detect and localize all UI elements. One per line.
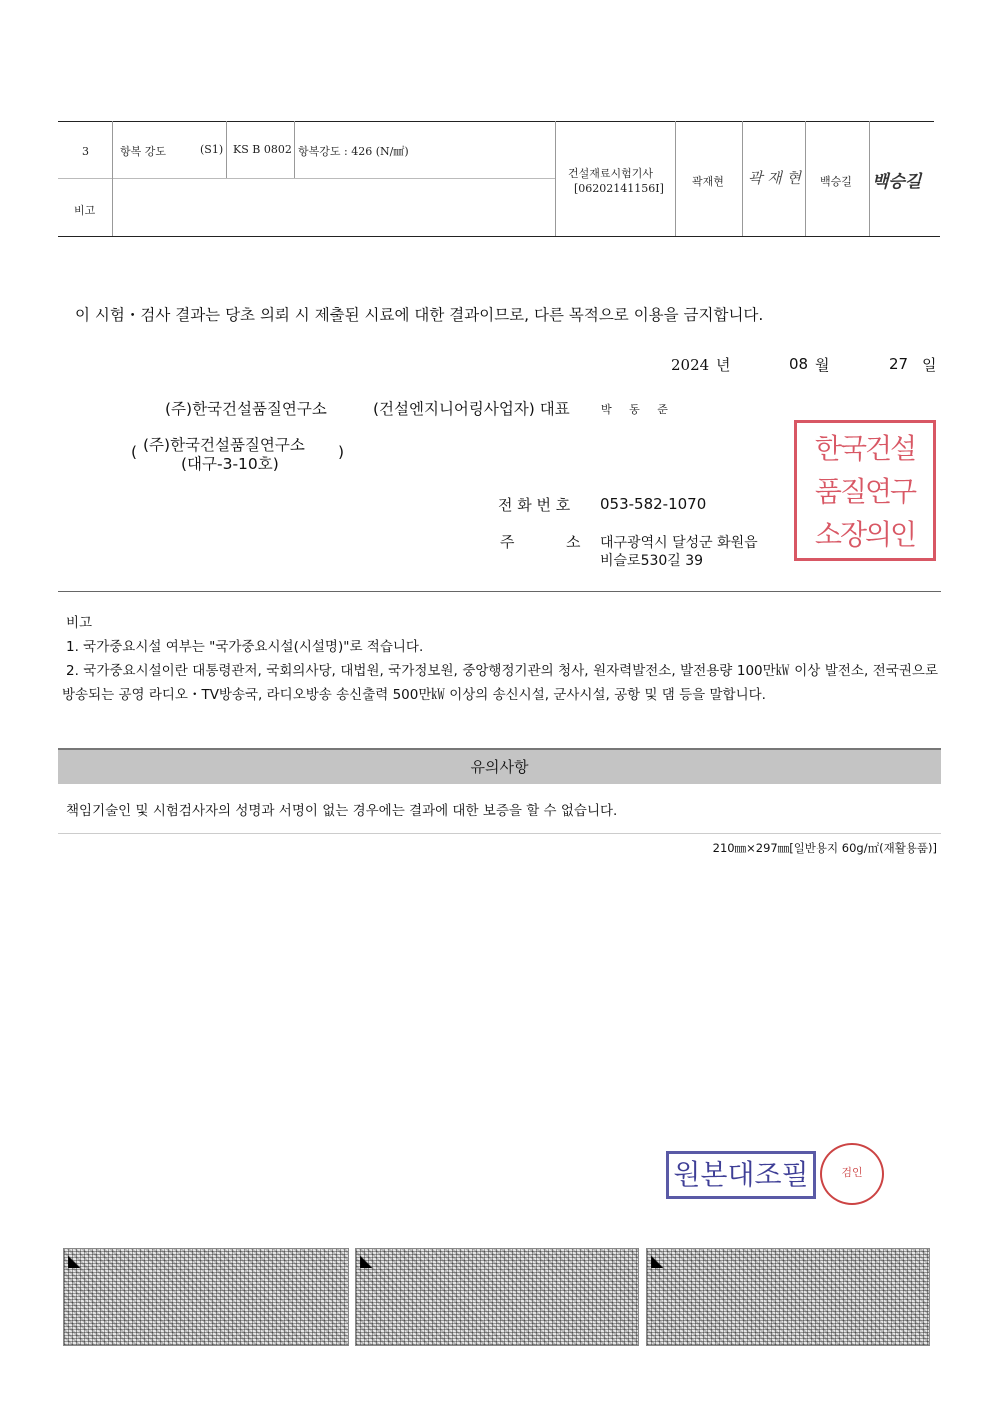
test-item: 항복 강도 [120, 145, 167, 158]
date-year-unit: 년 [716, 356, 731, 374]
row-number: 3 [82, 145, 89, 158]
caution-divider [58, 833, 941, 834]
verification-code-2 [355, 1248, 639, 1346]
verification-code-3 [646, 1248, 930, 1346]
company-seal [794, 420, 936, 561]
code-corner-icon: ◣ [360, 1251, 373, 1270]
section-divider [58, 591, 941, 592]
address-line-1: 대구광역시 달성군 화원읍 [600, 535, 758, 551]
registration-number: (대구-3-10호) [181, 455, 279, 473]
tester-id: [06202141156I] [574, 182, 664, 195]
address-label-1: 주 [500, 533, 515, 551]
approver-signature: 백승길 [872, 172, 922, 192]
spec-code: (S1) [200, 143, 224, 156]
address-label-2: 소 [566, 533, 581, 551]
date-month: 08 [789, 355, 809, 373]
result-table [58, 121, 934, 237]
date-month-unit: 월 [815, 356, 830, 374]
round-seal-stamp: 검인 [820, 1143, 884, 1205]
remark-label: 비고 [74, 204, 96, 217]
ceo-name: 박 동 준 [601, 403, 675, 416]
remarks-item-1: 1. 국가중요시설 여부는 "국가중요시설(시설명)"로 적습니다. [66, 639, 424, 655]
paper-spec: 210㎜×297㎜[일반용지 60g/㎡(재활용품)] [712, 841, 937, 855]
remarks-title: 비고 [66, 615, 93, 631]
company-type: (건설엔지니어링사업자) 대표 [373, 400, 570, 418]
caution-header: 유의사항 [58, 748, 941, 784]
original-copy-stamp: 원본대조필 [666, 1151, 816, 1199]
test-standard: KS B 0802 [233, 143, 292, 156]
company-name-2: (주)한국건설품질연구소 [143, 436, 305, 454]
address-line-2: 비슬로530길 39 [600, 553, 704, 569]
date-day: 27 [889, 355, 909, 373]
code-corner-icon: ◣ [68, 1251, 81, 1270]
tester-signature: 곽 재 현 [748, 169, 802, 187]
verification-code-1 [63, 1248, 349, 1346]
tester-title: 건설재료시험기사 [568, 167, 654, 180]
phone-label: 전 화 번 호 [498, 496, 571, 514]
phone-number: 053-582-1070 [600, 495, 707, 513]
seal-text: 한국건설품질연구소장의인 [814, 432, 916, 551]
date-year: 2024 [671, 356, 710, 374]
code-corner-icon: ◣ [651, 1251, 664, 1270]
paren-close: ) [338, 443, 345, 461]
remarks-item-2: 2. 국가중요시설이란 대통령관저, 국회의사당, 대법원, 국가정보원, 중앙행정기관의 청사, 원자력발전소, 발전용량 100만㎾ 이상 발전소, 전국권으로 방송되는 공영 라디오・TV방송국, 라디오방송 송신출력 500만㎾ 이상의 송신시설, 군사시설, 공항 및 댐 등을 말합니다. [62, 663, 938, 703]
date-day-unit: 일 [922, 356, 937, 374]
tester-name: 곽재현 [692, 175, 724, 188]
caution-text: 책임기술인 및 시험검사자의 성명과 서명이 없는 경우에는 결과에 대한 보증을 할 수 없습니다. [66, 803, 618, 819]
usage-notice: 이 시험・검사 결과는 당초 의뢰 시 제출된 시료에 대한 결과이므로, 다른 목적으로 이용을 금지합니다. [75, 306, 764, 324]
paren-open: ( [131, 443, 138, 461]
approver-name: 백승길 [820, 175, 852, 188]
test-result: 항복강도 : 426 (N/㎟) [298, 145, 409, 158]
company-name: (주)한국건설품질연구소 [165, 400, 327, 418]
